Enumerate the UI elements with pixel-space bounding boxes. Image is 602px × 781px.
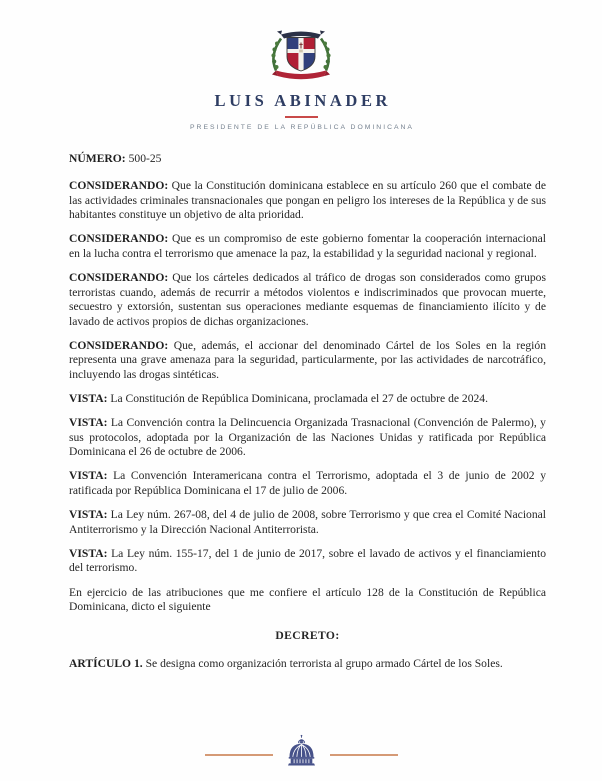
decree-heading: DECRETO: bbox=[275, 628, 340, 642]
decree-number-label: NÚMERO: bbox=[69, 152, 126, 166]
president-name: LUIS ABINADER bbox=[214, 91, 392, 110]
considerando-1: CONSIDERANDO: Que la Constitución dominicana establece en su artículo 260 que el combate de las actividades criminales transnacionales que pongan en peligro los intereses de la República y de sus habitantes constituye un objetivo de alta prioridad. bbox=[69, 178, 546, 222]
decree-body bbox=[0, 152, 602, 672]
letterhead-subtitle: PRESIDENTE DE LA REPÚBLICA DOMINICANA bbox=[190, 124, 414, 132]
decree-number-value: 500-25 bbox=[128, 152, 162, 166]
palace-dome-icon bbox=[283, 734, 320, 769]
vista-5: VISTA: La Ley núm. 155-17, del 1 de junio de 2017, sobre el lavado de activos y el financiamiento del terrorismo. bbox=[69, 546, 546, 575]
letterhead bbox=[0, 0, 602, 131]
vista-4: VISTA: La Ley núm. 267-08, del 4 de julio de 2008, sobre Terrorismo y que crea el Comité Nacional Antiterrorismo y la Dirección Nacional Antiterrorista. bbox=[69, 508, 547, 536]
considerando-3: CONSIDERANDO: Que los cárteles dedicados al tráfico de drogas son considerados como grupos terroristas cuando, además de recurrir a métodos violentos e indiscriminados que provocan muerte, secuestro y extorsión, sustentan sus operaciones mediante esquemas de financiamiento ilícito y de lavado de activos propios de dichas organizaciones. bbox=[69, 270, 546, 328]
vista-2: VISTA: La Convención contra la Delincuencia Organizada Trasnacional (Convención de Palermo), y sus protocolos, adoptada por la Organización de las Naciones Unidas y ratificada por República Dominicana el 26 de octubre de 2006. bbox=[69, 416, 546, 459]
decree-number bbox=[69, 152, 546, 167]
vista-1: VISTA: La Constitución de República Dominicana, proclamada el 27 de octubre de 2024. bbox=[69, 392, 489, 406]
vista-3: VISTA: La Convención Interamericana contra el Terrorismo, adoptada el 3 de junio de 2002 y ratificada por República Dominicana el 17 de julio de 2006. bbox=[69, 469, 546, 498]
closing-clause: En ejercicio de las atribuciones que me confiere el artículo 128 de la Constitución de República Dominicana, dicto el siguiente bbox=[69, 585, 546, 614]
footer-divider-right bbox=[330, 754, 398, 756]
considerando-4: CONSIDERANDO: Que, además, el accionar del denominado Cártel de los Soles en la región representa una grave amenaza para la seguridad, particularmente, por las actividades de narcotráfico, incluyendo las drogas sintéticas. bbox=[69, 338, 546, 382]
footer bbox=[0, 734, 602, 769]
considerando-2: CONSIDERANDO: Que es un compromiso de este gobierno fomentar la cooperación internacional en la lucha contra el terrorismo que amenace la paz, la estabilidad y la seguridad nacional y regional. bbox=[69, 232, 546, 260]
footer-divider-left bbox=[205, 754, 273, 756]
red-divider bbox=[285, 116, 318, 118]
article-1: ARTÍCULO 1. Se designa como organización terrorista al grupo armado Cártel de los Soles. bbox=[69, 657, 503, 671]
dominican-coat-of-arms-icon bbox=[260, 25, 342, 82]
